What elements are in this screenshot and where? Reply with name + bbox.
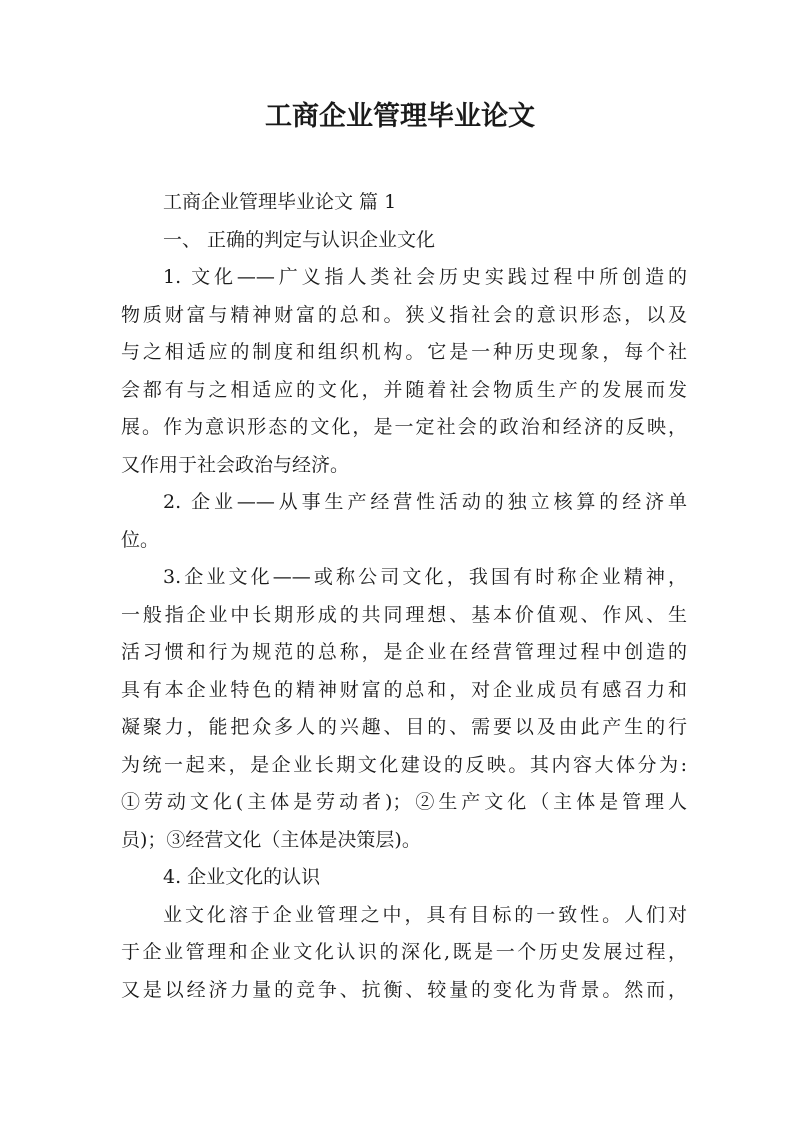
paragraph-line: 会都有与之相适应的文化，并随着社会物质生产的发展而发 bbox=[121, 378, 687, 401]
paragraph-line: 员)；③经营文化（主体是决策层)。 bbox=[121, 828, 421, 851]
paragraph-line: 又作用于社会政治与经济。 bbox=[121, 453, 350, 476]
paragraph-line: 凝聚力，能把众多人的兴趣、目的、需要以及由此产生的行 bbox=[121, 716, 687, 738]
paragraph-line: 业文化溶于企业管理之中，具有目标的一致性。人们对 bbox=[163, 903, 687, 926]
paragraph-line: 活习惯和行为规范的总称，是企业在经营管理过程中创造的 bbox=[121, 641, 687, 663]
paragraph-line: 物质财富与精神财富的总和。狭义指社会的意识形态，以及 bbox=[121, 303, 687, 326]
paragraph-line: ①劳动文化(主体是劳动者)；②生产文化（主体是管理人 bbox=[121, 791, 687, 813]
paragraph-line: 具有本企业特色的精神财富的总和，对企业成员有感召力和 bbox=[121, 678, 687, 701]
document-title: 工商企业管理毕业论文 bbox=[265, 101, 535, 132]
paragraph-line: 一般指企业中长期形成的共同理想、基本价值观、作风、生 bbox=[121, 603, 687, 626]
paragraph-line: 2. 企业——从事生产经营性活动的独立核算的经济单 bbox=[163, 491, 687, 513]
paragraph-line: 1. 文化——广义指人类社会历史实践过程中所创造的 bbox=[163, 266, 687, 288]
subsection-heading: 一、 正确的判定与认识企业文化 bbox=[163, 228, 436, 251]
document-body bbox=[121, 184, 687, 1009]
paragraph-line: 又是以经济力量的竞争、抗衡、较量的变化为背景。然而， bbox=[121, 978, 687, 1001]
section-heading: 工商企业管理毕业论文 篇 1 bbox=[163, 191, 397, 213]
paragraph-line: 3.企业文化——或称公司文化，我国有时称企业精神， bbox=[163, 566, 687, 588]
paragraph-line: 位。 bbox=[121, 528, 160, 551]
paragraph-line: 与之相适应的制度和组织机构。它是一种历史现象，每个社 bbox=[121, 341, 687, 363]
paragraph-line: 展。作为意识形态的文化，是一定社会的政治和经济的反映， bbox=[121, 416, 687, 438]
subsection-heading: 4. 企业文化的认识 bbox=[163, 866, 321, 888]
paragraph-line: 为统一起来，是企业长期文化建设的反映。其内容大体分为: bbox=[121, 753, 687, 776]
paragraph-line: 于企业管理和企业文化认识的深化,既是一个历史发展过程， bbox=[121, 941, 687, 963]
